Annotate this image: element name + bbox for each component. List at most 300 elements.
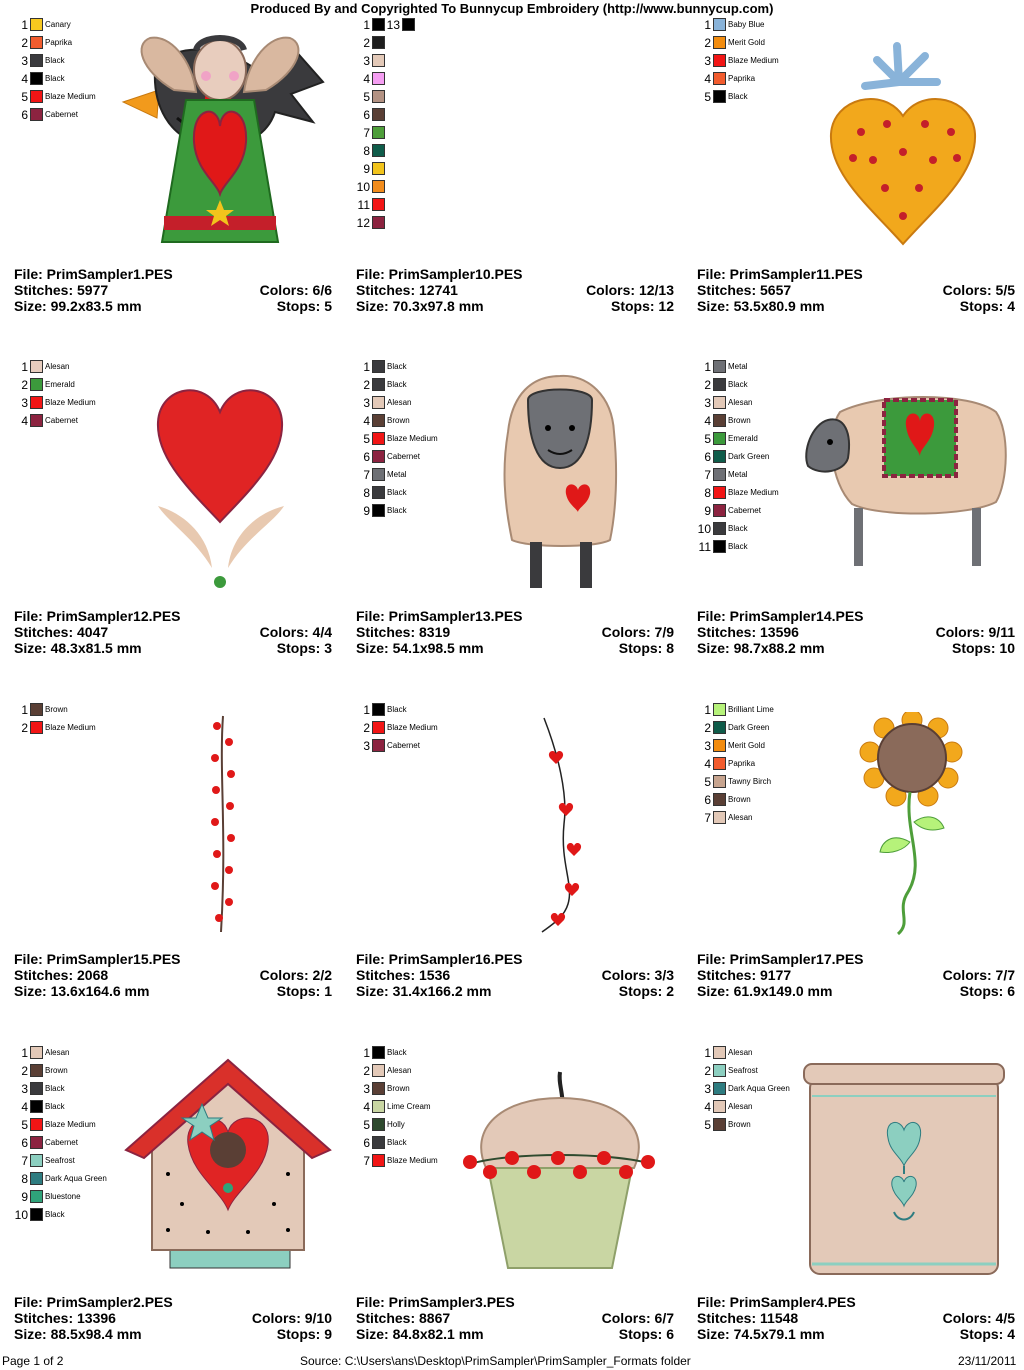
color-name: Blaze Medium <box>45 1120 96 1129</box>
color-name: Paprika <box>728 759 756 768</box>
design-size: Size: 53.5x80.9 mm <box>697 298 825 314</box>
color-name: Cabernet <box>45 110 78 119</box>
stitch-count: Stitches: 13596 <box>697 624 799 640</box>
color-index: 3 <box>704 54 711 68</box>
color-chip <box>713 54 726 67</box>
stop-count: Stops: 4 <box>959 1326 1015 1342</box>
color-index: 9 <box>704 504 711 518</box>
color-index: 9 <box>363 504 370 518</box>
design-info <box>14 1294 332 1342</box>
color-count: Colors: 4/5 <box>942 1310 1015 1326</box>
color-name: Baby Blue <box>728 20 765 29</box>
stitch-count: Stitches: 8867 <box>356 1310 451 1326</box>
file-name: File: PrimSampler11.PES <box>697 266 863 282</box>
design-info <box>14 266 332 314</box>
color-index: 1 <box>363 703 370 717</box>
color-name: Dark Aqua Green <box>728 1084 790 1093</box>
color-name: Emerald <box>45 380 75 389</box>
design-info <box>14 951 332 999</box>
color-index: 1 <box>21 1046 28 1060</box>
color-index: 6 <box>363 108 370 122</box>
color-name: Dark Green <box>728 723 770 732</box>
color-chip <box>372 486 385 499</box>
color-index: 5 <box>704 775 711 789</box>
color-chip <box>713 757 726 770</box>
color-chip <box>372 450 385 463</box>
color-chip <box>713 504 726 517</box>
color-index: 10 <box>14 1208 28 1222</box>
color-chip <box>372 504 385 517</box>
color-chip <box>402 18 415 31</box>
color-chip <box>372 703 385 716</box>
color-chip <box>30 414 43 427</box>
design-size: Size: 31.4x166.2 mm <box>356 983 492 999</box>
color-chip <box>713 1118 726 1131</box>
color-chip <box>372 90 385 103</box>
color-chip <box>713 1064 726 1077</box>
color-name: Alesan <box>728 398 753 407</box>
page-header: Produced By and Copyrighted To Bunnycup Embroidery (http://www.bunnycup.com) <box>250 1 774 16</box>
color-index: 3 <box>21 1082 28 1096</box>
stop-count: Stops: 6 <box>959 983 1015 999</box>
color-name: Brown <box>728 795 751 804</box>
color-index: 4 <box>21 1100 28 1114</box>
color-name: Brown <box>387 416 410 425</box>
design-preview-image <box>802 1056 1006 1278</box>
color-index: 2 <box>21 721 28 735</box>
stitch-count: Stitches: 5657 <box>697 282 792 298</box>
color-name: Brown <box>728 1120 751 1129</box>
design-info <box>697 951 1015 999</box>
color-chip <box>372 360 385 373</box>
stop-count: Stops: 5 <box>276 298 332 314</box>
stop-count: Stops: 1 <box>276 983 332 999</box>
color-index: 1 <box>21 703 28 717</box>
color-name: Cabernet <box>387 452 420 461</box>
color-index: 3 <box>21 54 28 68</box>
stop-count: Stops: 9 <box>276 1326 332 1342</box>
color-chip <box>372 54 385 67</box>
color-chip <box>372 1136 385 1149</box>
color-chip <box>713 1046 726 1059</box>
color-name: Black <box>387 380 407 389</box>
color-chip <box>372 1118 385 1131</box>
color-chip <box>713 450 726 463</box>
color-name: Merit Gold <box>728 741 765 750</box>
stop-count: Stops: 10 <box>951 640 1015 656</box>
color-index: 7 <box>363 1154 370 1168</box>
color-index: 5 <box>21 1118 28 1132</box>
color-index: 1 <box>704 360 711 374</box>
color-chip <box>713 522 726 535</box>
color-index: 4 <box>704 757 711 771</box>
color-name: Alesan <box>45 362 70 371</box>
color-name: Cabernet <box>728 506 761 515</box>
color-chip <box>30 378 43 391</box>
stitch-count: Stitches: 9177 <box>697 967 792 983</box>
color-name: Merit Gold <box>728 38 765 47</box>
color-index: 2 <box>704 1064 711 1078</box>
color-name: Brown <box>45 705 68 714</box>
color-index: 8 <box>363 144 370 158</box>
color-name: Metal <box>728 362 748 371</box>
design-size: Size: 98.7x88.2 mm <box>697 640 825 656</box>
color-chip <box>372 36 385 49</box>
stitch-count: Stitches: 4047 <box>14 624 109 640</box>
color-index: 11 <box>357 198 370 212</box>
stitch-count: Stitches: 12741 <box>356 282 458 298</box>
color-index: 8 <box>21 1172 28 1186</box>
color-index: 4 <box>363 414 370 428</box>
color-name: Cabernet <box>45 1138 78 1147</box>
design-card <box>356 701 674 1001</box>
color-chip <box>713 793 726 806</box>
file-name: File: PrimSampler15.PES <box>14 951 181 967</box>
design-info <box>356 951 674 999</box>
file-name: File: PrimSampler2.PES <box>14 1294 173 1310</box>
color-index: 1 <box>363 1046 370 1060</box>
design-preview-image <box>500 372 620 592</box>
color-name: Alesan <box>728 1048 753 1057</box>
color-count: Colors: 2/2 <box>259 967 332 983</box>
color-name: Cabernet <box>45 416 78 425</box>
color-chip <box>713 468 726 481</box>
color-chip <box>30 703 43 716</box>
color-name: Blaze Medium <box>45 92 96 101</box>
color-index: 5 <box>21 90 28 104</box>
color-name: Blaze Medium <box>387 1156 438 1165</box>
color-index: 2 <box>363 1064 370 1078</box>
file-name: File: PrimSampler14.PES <box>697 608 864 624</box>
color-chip <box>713 721 726 734</box>
color-index: 6 <box>363 1136 370 1150</box>
color-chip <box>713 432 726 445</box>
source-path: Source: C:\Users\ans\Desktop\PrimSampler\PrimSampler_Formats folder <box>300 1354 691 1368</box>
color-index: 7 <box>363 126 370 140</box>
design-preview-image <box>460 1068 670 1273</box>
color-chip <box>30 1064 43 1077</box>
color-chip <box>713 486 726 499</box>
color-index: 13 <box>386 18 400 32</box>
stitch-count: Stitches: 5977 <box>14 282 109 298</box>
color-chip <box>713 1100 726 1113</box>
color-index: 3 <box>363 396 370 410</box>
color-name: Black <box>728 92 748 101</box>
color-name: Black <box>387 488 407 497</box>
color-chip <box>372 198 385 211</box>
color-chip <box>372 739 385 752</box>
color-index: 9 <box>21 1190 28 1204</box>
color-index: 4 <box>363 1100 370 1114</box>
stop-count: Stops: 6 <box>618 1326 674 1342</box>
color-index: 1 <box>363 360 370 374</box>
color-chip <box>30 108 43 121</box>
color-index: 10 <box>356 180 370 194</box>
color-index: 2 <box>704 36 711 50</box>
color-name: Lime Cream <box>387 1102 431 1111</box>
color-chip <box>30 72 43 85</box>
color-index: 4 <box>21 72 28 86</box>
color-index: 1 <box>363 18 370 32</box>
color-chip <box>30 1154 43 1167</box>
design-card <box>14 701 332 1001</box>
color-name: Black <box>728 380 748 389</box>
color-chip <box>30 1100 43 1113</box>
color-name: Metal <box>728 470 748 479</box>
color-chip <box>372 108 385 121</box>
color-index: 6 <box>704 450 711 464</box>
color-chip <box>30 18 43 31</box>
file-name: File: PrimSampler4.PES <box>697 1294 856 1310</box>
color-index: 2 <box>363 36 370 50</box>
color-chip <box>713 396 726 409</box>
color-name: Cabernet <box>387 741 420 750</box>
color-chip <box>372 216 385 229</box>
color-index: 1 <box>704 703 711 717</box>
color-index: 1 <box>704 1046 711 1060</box>
color-chip <box>30 1136 43 1149</box>
color-chip <box>372 18 385 31</box>
color-name: Black <box>387 362 407 371</box>
design-size: Size: 13.6x164.6 mm <box>14 983 150 999</box>
color-index: 5 <box>363 90 370 104</box>
design-size: Size: 48.3x81.5 mm <box>14 640 142 656</box>
color-chip <box>713 703 726 716</box>
color-chip <box>713 72 726 85</box>
design-preview-image <box>205 712 241 936</box>
color-chip <box>372 468 385 481</box>
color-name: Tawny Birch <box>728 777 772 786</box>
color-index: 2 <box>363 721 370 735</box>
color-name: Brown <box>45 1066 68 1075</box>
color-index: 6 <box>21 108 28 122</box>
color-index: 3 <box>363 1082 370 1096</box>
color-chip <box>30 36 43 49</box>
color-chip <box>30 721 43 734</box>
stop-count: Stops: 2 <box>618 983 674 999</box>
color-index: 2 <box>363 378 370 392</box>
design-info <box>356 266 674 314</box>
color-chip <box>30 54 43 67</box>
stitch-count: Stitches: 1536 <box>356 967 451 983</box>
color-name: Black <box>45 1084 65 1093</box>
design-info <box>697 1294 1015 1342</box>
color-name: Seafrost <box>45 1156 75 1165</box>
color-chip <box>372 432 385 445</box>
stitch-count: Stitches: 11548 <box>697 1310 799 1326</box>
color-name: Dark Aqua Green <box>45 1174 107 1183</box>
color-index: 4 <box>704 414 711 428</box>
color-chip <box>372 126 385 139</box>
color-chip <box>372 1154 385 1167</box>
design-size: Size: 84.8x82.1 mm <box>356 1326 484 1342</box>
color-index: 4 <box>21 414 28 428</box>
color-index: 2 <box>21 1064 28 1078</box>
color-name: Brown <box>387 1084 410 1093</box>
file-name: File: PrimSampler13.PES <box>356 608 523 624</box>
design-size: Size: 88.5x98.4 mm <box>14 1326 142 1342</box>
design-size: Size: 54.1x98.5 mm <box>356 640 484 656</box>
color-index: 5 <box>704 432 711 446</box>
color-index: 5 <box>704 1118 711 1132</box>
color-chip <box>713 540 726 553</box>
design-preview-image <box>122 1054 332 1276</box>
color-count: Colors: 9/11 <box>935 624 1015 640</box>
design-size: Size: 74.5x79.1 mm <box>697 1326 825 1342</box>
color-name: Seafrost <box>728 1066 758 1075</box>
file-name: File: PrimSampler1.PES <box>14 266 173 282</box>
file-name: File: PrimSampler16.PES <box>356 951 523 967</box>
color-chip <box>372 144 385 157</box>
color-chip <box>372 1100 385 1113</box>
color-chip <box>713 739 726 752</box>
color-name: Dark Green <box>728 452 770 461</box>
design-card <box>356 16 674 316</box>
design-info <box>14 608 332 656</box>
print-date: 23/11/2011 <box>958 1354 1017 1368</box>
color-chip <box>372 162 385 175</box>
color-index: 7 <box>704 468 711 482</box>
color-index: 9 <box>363 162 370 176</box>
color-chip <box>713 414 726 427</box>
color-name: Black <box>387 705 407 714</box>
color-index: 8 <box>363 486 370 500</box>
color-name: Emerald <box>728 434 758 443</box>
design-info <box>356 608 674 656</box>
color-chip <box>713 18 726 31</box>
color-index: 3 <box>363 739 370 753</box>
color-chip <box>372 1082 385 1095</box>
color-chip <box>30 90 43 103</box>
color-name: Black <box>728 524 748 533</box>
color-index: 4 <box>704 72 711 86</box>
color-name: Brown <box>728 416 751 425</box>
color-index: 3 <box>363 54 370 68</box>
color-chip <box>372 396 385 409</box>
color-index: 5 <box>363 432 370 446</box>
color-name: Paprika <box>728 74 756 83</box>
color-count: Colors: 7/7 <box>942 967 1015 983</box>
color-chip <box>372 72 385 85</box>
color-chip <box>372 378 385 391</box>
color-index: 6 <box>704 793 711 807</box>
color-name: Paprika <box>45 38 73 47</box>
color-chip <box>372 414 385 427</box>
design-preview-image <box>825 28 980 250</box>
color-index: 5 <box>363 1118 370 1132</box>
color-index: 8 <box>704 486 711 500</box>
color-name: Metal <box>387 470 407 479</box>
color-name: Blaze Medium <box>45 723 96 732</box>
page-number: Page 1 of 2 <box>2 1354 64 1368</box>
color-count: Colors: 7/9 <box>601 624 674 640</box>
color-count: Colors: 6/6 <box>259 282 332 298</box>
color-count: Colors: 5/5 <box>942 282 1015 298</box>
color-chip <box>372 1064 385 1077</box>
stitch-count: Stitches: 8319 <box>356 624 451 640</box>
color-index: 10 <box>697 522 711 536</box>
color-name: Alesan <box>45 1048 70 1057</box>
color-index: 3 <box>704 1082 711 1096</box>
color-name: Black <box>387 1048 407 1057</box>
color-index: 1 <box>21 360 28 374</box>
color-index: 1 <box>704 18 711 32</box>
file-name: File: PrimSampler12.PES <box>14 608 181 624</box>
design-info <box>697 266 1015 314</box>
color-index: 1 <box>21 18 28 32</box>
file-name: File: PrimSampler10.PES <box>356 266 523 282</box>
color-chip <box>30 360 43 373</box>
color-chip <box>713 775 726 788</box>
color-index: 6 <box>363 450 370 464</box>
color-chip <box>713 36 726 49</box>
color-count: Colors: 12/13 <box>586 282 674 298</box>
color-chip <box>713 1082 726 1095</box>
design-size: Size: 61.9x149.0 mm <box>697 983 833 999</box>
color-chip <box>30 1208 43 1221</box>
color-name: Black <box>387 1138 407 1147</box>
color-name: Blaze Medium <box>45 398 96 407</box>
color-index: 7 <box>363 468 370 482</box>
color-index: 2 <box>21 36 28 50</box>
color-name: Alesan <box>387 1066 412 1075</box>
color-chip <box>372 180 385 193</box>
color-chip <box>30 1082 43 1095</box>
color-count: Colors: 3/3 <box>601 967 674 983</box>
stop-count: Stops: 4 <box>959 298 1015 314</box>
color-name: Black <box>45 56 65 65</box>
stop-count: Stops: 8 <box>618 640 674 656</box>
design-preview-image <box>800 392 1010 572</box>
color-count: Colors: 9/10 <box>251 1310 332 1326</box>
color-chip <box>372 721 385 734</box>
color-name: Canary <box>45 20 71 29</box>
color-name: Blaze Medium <box>728 488 779 497</box>
design-preview-image <box>150 372 290 592</box>
color-count: Colors: 6/7 <box>601 1310 674 1326</box>
color-name: Holly <box>387 1120 405 1129</box>
file-name: File: PrimSampler17.PES <box>697 951 864 967</box>
color-index: 7 <box>21 1154 28 1168</box>
color-index: 7 <box>704 811 711 825</box>
color-name: Black <box>387 506 407 515</box>
color-name: Brilliant Lime <box>728 705 774 714</box>
color-index: 6 <box>21 1136 28 1150</box>
color-index: 4 <box>704 1100 711 1114</box>
color-name: Black <box>45 74 65 83</box>
color-chip <box>713 811 726 824</box>
color-index: 5 <box>704 90 711 104</box>
color-name: Black <box>45 1102 65 1111</box>
color-chip <box>713 378 726 391</box>
color-name: Black <box>728 542 748 551</box>
color-name: Alesan <box>728 1102 753 1111</box>
stop-count: Stops: 12 <box>610 298 674 314</box>
color-name: Black <box>45 1210 65 1219</box>
color-chip <box>713 90 726 103</box>
color-chip <box>30 1118 43 1131</box>
design-size: Size: 99.2x83.5 mm <box>14 298 142 314</box>
design-preview-image <box>852 712 972 938</box>
file-name: File: PrimSampler3.PES <box>356 1294 515 1310</box>
color-name: Alesan <box>728 813 753 822</box>
color-chip <box>30 1172 43 1185</box>
color-index: 3 <box>21 396 28 410</box>
stitch-count: Stitches: 13396 <box>14 1310 116 1326</box>
stop-count: Stops: 3 <box>276 640 332 656</box>
color-index: 2 <box>21 378 28 392</box>
color-name: Blaze Medium <box>387 434 438 443</box>
